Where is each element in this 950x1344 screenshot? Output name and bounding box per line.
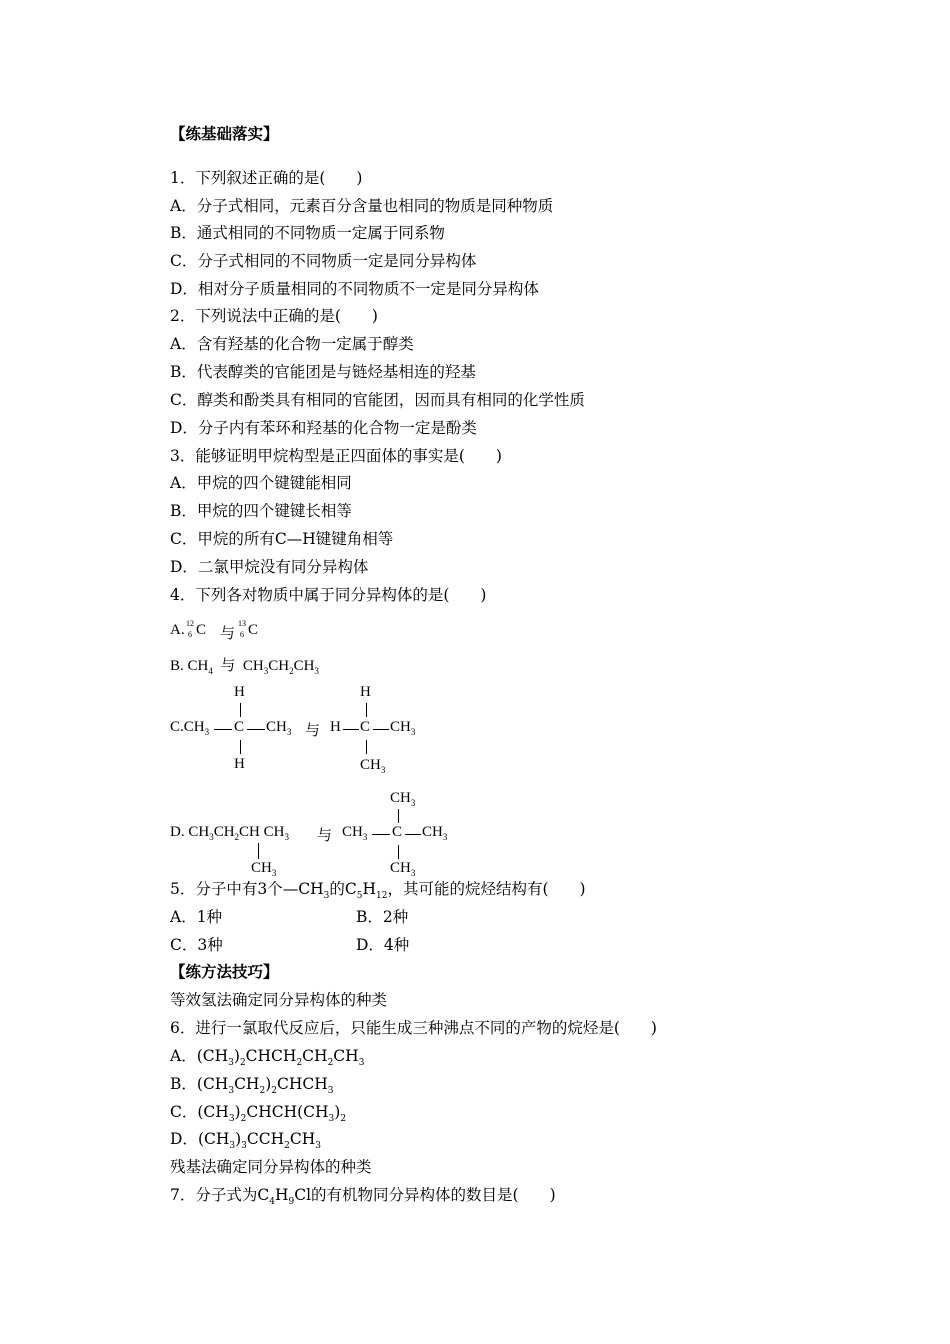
atom-h: H — [234, 756, 245, 772]
atom-h: H — [360, 684, 371, 700]
q6-option-a: A．$(CH_3)_2CHCH_2CH_2CH_3$ — [170, 1047, 365, 1068]
bond-line — [405, 834, 421, 835]
atom-h: H — [330, 719, 341, 735]
q4-b-and: 与 — [220, 658, 236, 674]
q3-option-b: B．甲烷的四个键键长相等 — [170, 502, 352, 520]
q2-option-c: C．醇类和酚类具有相同的官能团，因而具有相同的化学性质 — [170, 391, 585, 409]
q5-option-a: A．1种 — [170, 908, 223, 926]
q2-option-a: A．含有羟基的化合物一定属于醇类 — [170, 335, 414, 353]
q5-stem-mid: 的C — [329, 880, 357, 898]
group-ch3: $CH_3$ — [360, 757, 386, 775]
group-ch3: $CH_3$ — [266, 719, 292, 737]
q6-option-d: D．$(CH_3)_3CCH_2CH_3$ — [170, 1130, 322, 1151]
bond-line — [247, 729, 265, 730]
q2-option-d: D．分子内有苯环和羟基的化合物一定是酚类 — [170, 419, 477, 437]
q4-stem: 4．下列各对物质中属于同分异构体的是( ) — [170, 586, 487, 604]
formula-propane: $CH_3CH_2CH_3$ — [242, 658, 319, 676]
group-ch3: $CH_3$ — [390, 860, 416, 878]
q3-option-c: C．甲烷的所有C—H键键角相等 — [170, 530, 394, 548]
q4-option-b — [170, 654, 319, 675]
q2-option-b: B．代表醇类的官能团是与链烃基相连的羟基 — [170, 363, 476, 381]
section-heading-methods: 【练方法技巧】 — [170, 962, 279, 981]
isotope-c12: 12 6 C — [186, 619, 207, 639]
bond-line — [398, 845, 399, 859]
q3-option-a: A．甲烷的四个键键能相同 — [170, 474, 352, 492]
bond-line — [373, 729, 389, 730]
q5-option-b: B．2种 — [356, 908, 409, 926]
q4-b-label: B. — [170, 658, 184, 674]
q5-stem: 5．分子中有3个$—CH_3$的$C_5H_{12}$，其可能的烷烃结构有( ) — [170, 880, 586, 901]
group-ch3: $CH_3$ — [251, 860, 277, 878]
q5-stem-post: ，其可能的烷烃结构有( ) — [387, 880, 586, 898]
q3-option-d: D．二氯甲烷没有同分异构体 — [170, 558, 369, 576]
q6-option-b: B．$(CH_3CH_2)_2CHCH_3$ — [170, 1075, 334, 1096]
method-equivalent-hydrogen: 等效氢法确定同分异构体的种类 — [170, 991, 388, 1009]
q6-stem: 6．进行一氯取代反应后，只能生成三种沸点不同的产物的烷烃是( ) — [170, 1019, 657, 1037]
q4-c-and: 与 — [305, 723, 321, 739]
q5-stem-pre: 5．分子中有3个—CH — [170, 880, 324, 898]
q1-stem: 1．下列叙述正确的是( ) — [170, 169, 363, 187]
q4-d-label: D. — [170, 824, 185, 840]
q4-a-label: A. — [170, 622, 185, 638]
group-ch3: $CH_3$ — [390, 719, 416, 737]
q6-a-label: A． — [170, 1047, 197, 1065]
bond-line — [240, 740, 241, 754]
q6-b-label: B． — [170, 1075, 197, 1093]
c-structure-1: $C.CH_3$ — [170, 719, 210, 737]
atom-c: C — [392, 824, 403, 840]
group-ch3: $CH_3$ — [422, 824, 448, 842]
bond-line — [240, 703, 241, 717]
atom-h: H — [234, 684, 245, 700]
isotope-c13: 13 6 C — [238, 619, 259, 639]
q5-option-c: C．3种 — [170, 936, 223, 954]
q6-d-label: D． — [170, 1130, 198, 1148]
bond-line — [343, 729, 359, 730]
q6-c-label: C． — [170, 1103, 198, 1121]
q6-option-c: C．$(CH_3)_2CHCH(CH_3)_2$ — [170, 1103, 347, 1124]
q1-option-d: D．相对分子质量相同的不同物质不一定是同分异构体 — [170, 280, 539, 298]
q1-option-c: C．分子式相同的不同物质一定是同分异构体 — [170, 252, 477, 270]
q2-stem: 2．下列说法中正确的是( ) — [170, 307, 378, 325]
group-ch3: $CH_3$ — [390, 790, 416, 808]
atom-c: C — [360, 719, 371, 735]
q4-c-label: C. — [170, 719, 184, 735]
q1-option-a: A．分子式相同，元素百分含量也相同的物质是同种物质 — [170, 197, 554, 215]
d-structure-1: D. $CH_3CH_2CH$ $CH_3$ — [170, 824, 289, 842]
q5-option-d: D．4种 — [356, 936, 410, 954]
q1-option-b: B．通式相同的不同物质一定属于同系物 — [170, 224, 445, 242]
method-residual-group: 残基法确定同分异构体的种类 — [170, 1158, 372, 1176]
q7-stem: 7．分子式为$C_4H_9Cl$的有机物同分异构体的数目是( ) — [170, 1186, 556, 1207]
q7-stem-pre: 7．分子式为C — [170, 1186, 270, 1204]
q4-d-and: 与 — [317, 828, 333, 844]
bond-line — [372, 834, 390, 835]
q7-stem-post: Cl的有机物同分异构体的数目是( ) — [294, 1186, 556, 1204]
bond-line — [366, 703, 367, 717]
q4-a-and: 与 — [220, 626, 236, 642]
bond-line — [398, 809, 399, 823]
formula-methane: $CH_4$ — [187, 658, 213, 676]
bond-line — [214, 729, 232, 730]
bond-line — [366, 740, 367, 754]
section-heading-basics: 【练基础落实】 — [170, 124, 279, 143]
bond-line — [258, 843, 259, 859]
q4-option-a — [170, 622, 185, 639]
q3-stem: 3．能够证明甲烷构型是正四面体的事实是( ) — [170, 447, 502, 465]
atom-c: C — [234, 719, 245, 735]
group-ch3: $CH_3$ — [342, 824, 368, 842]
